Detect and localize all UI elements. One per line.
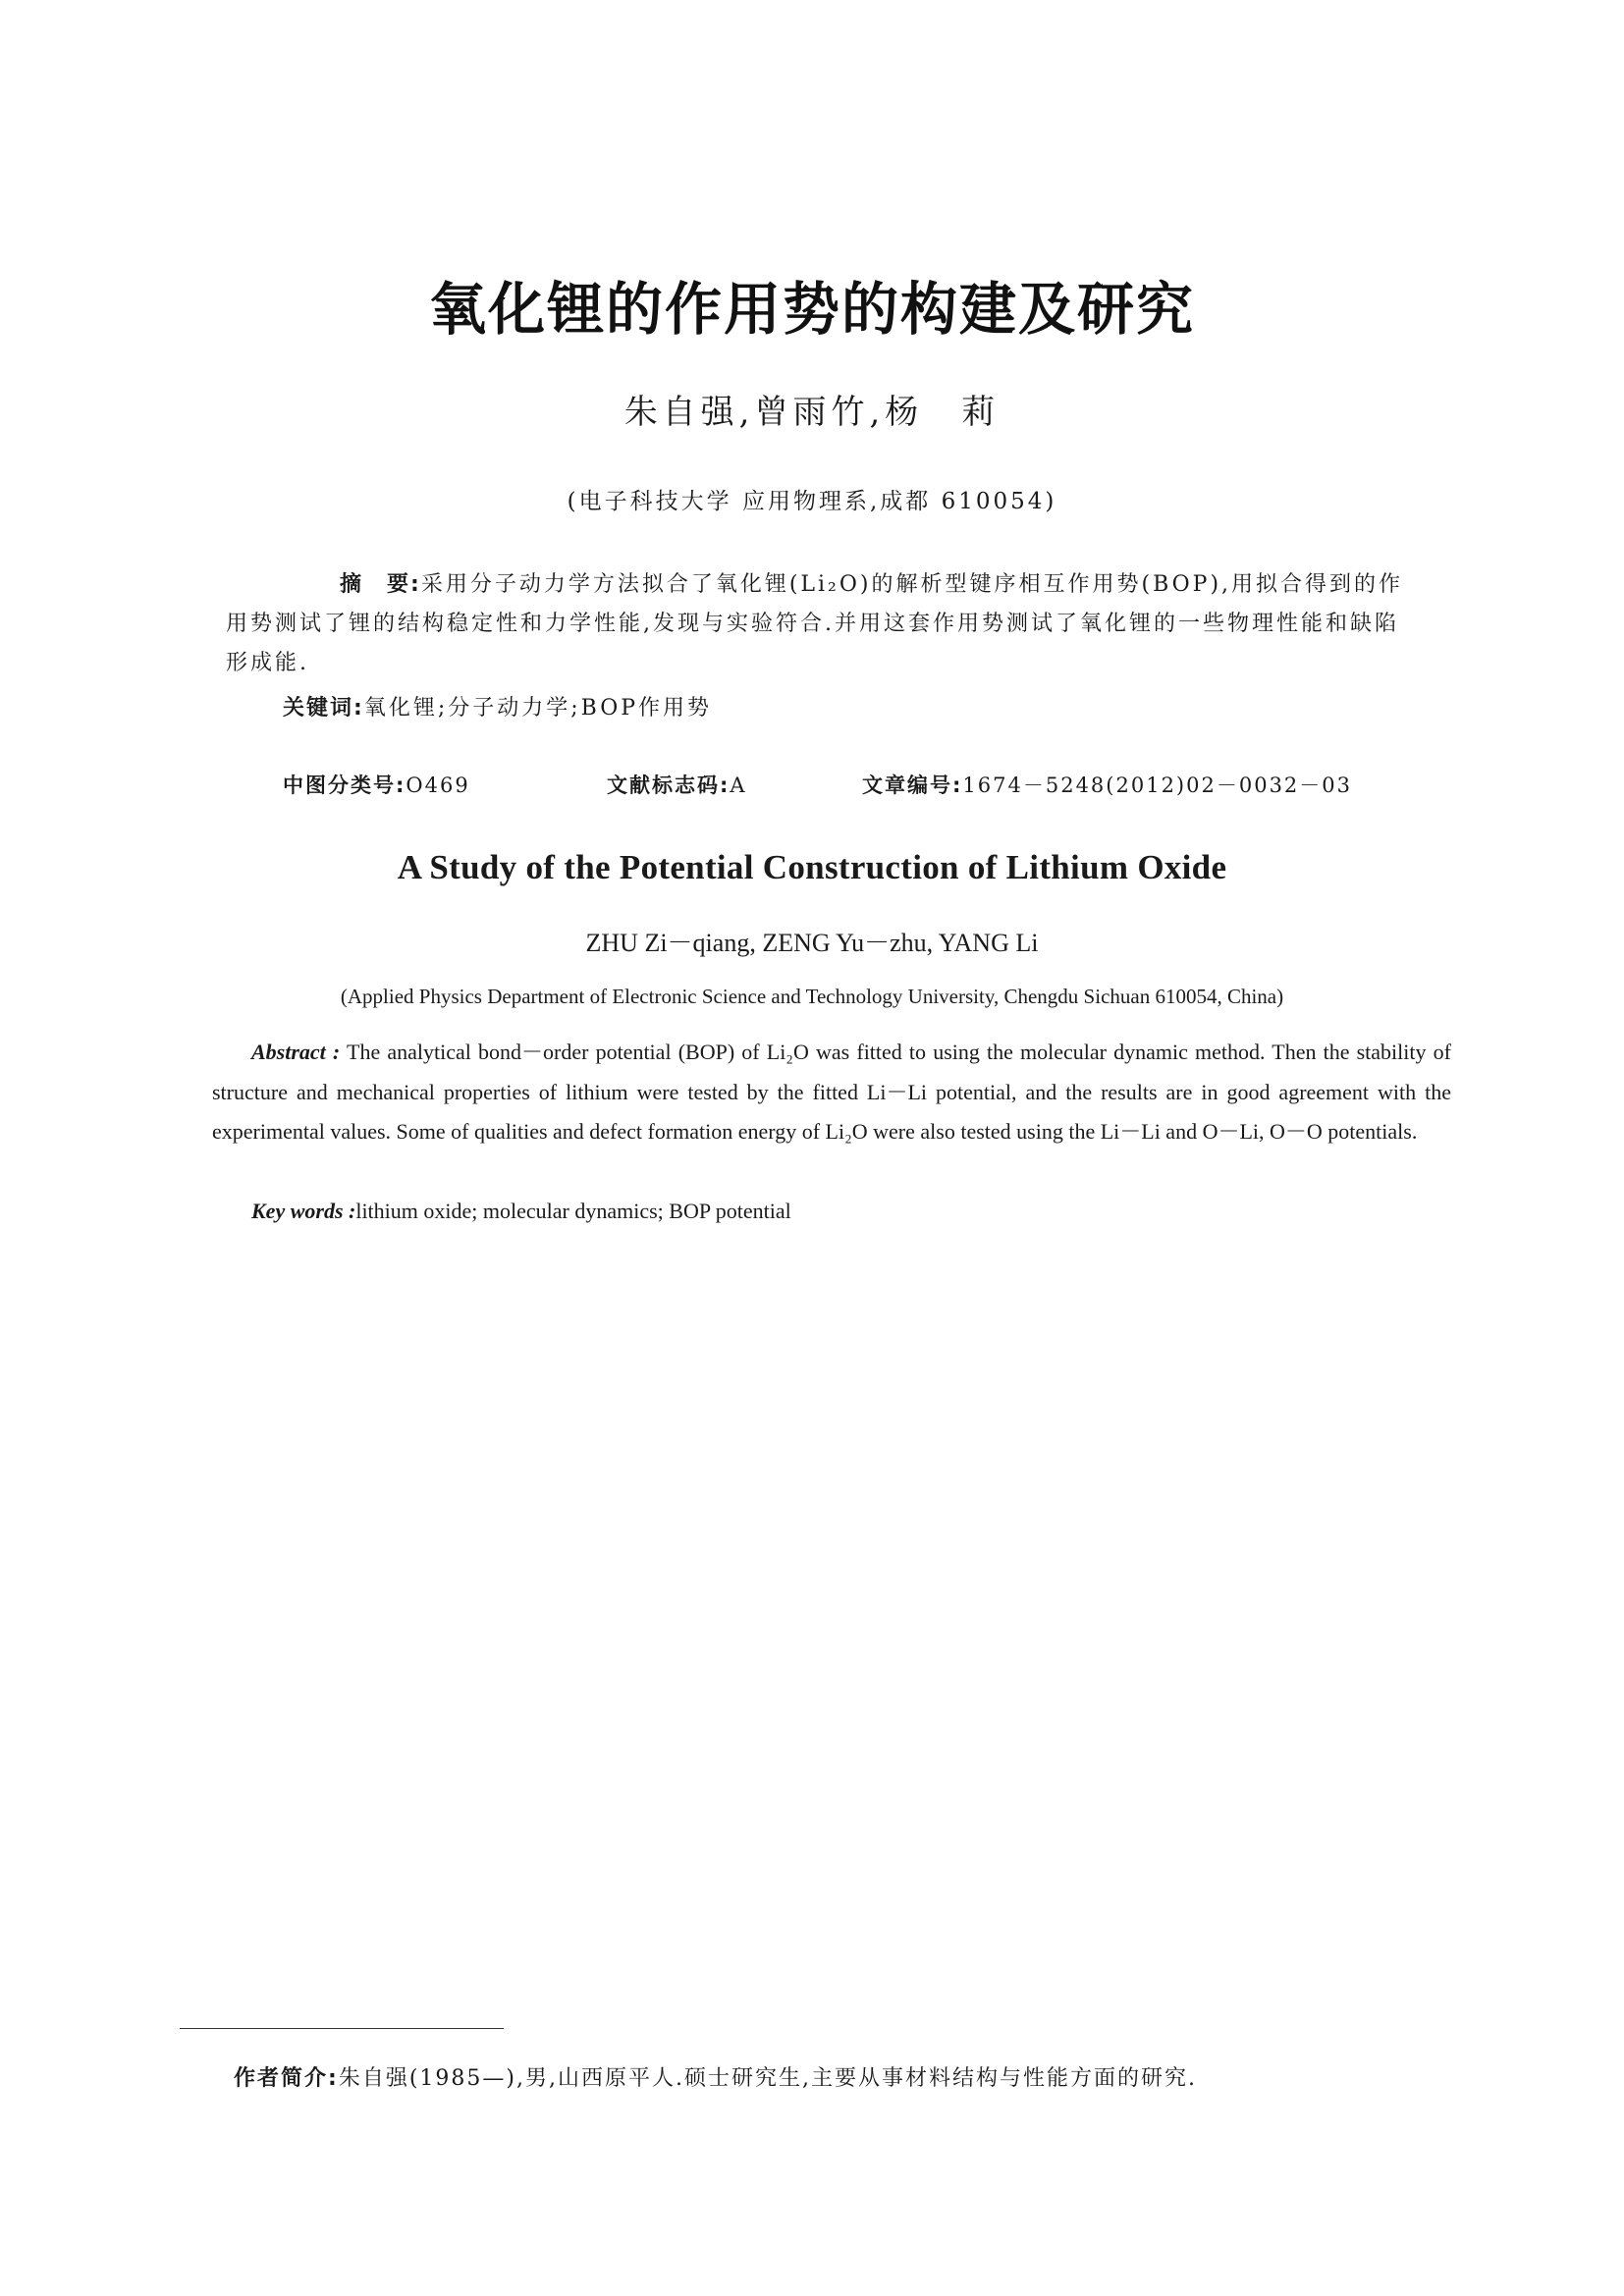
author-footnote xyxy=(234,2061,1461,2092)
chinese-abstract xyxy=(226,565,1404,683)
document-code-value: A xyxy=(730,774,747,797)
article-number-label: 文章编号: xyxy=(862,774,963,797)
footnote-label: 作者简介: xyxy=(234,2066,339,2091)
english-keywords xyxy=(212,1192,1451,1232)
english-abstract xyxy=(212,1033,1451,1152)
chinese-title: 氧化锂的作用势的构建及研究 xyxy=(428,276,1195,343)
article-number-value: 1674－5248(2012)02－0032－03 xyxy=(962,774,1353,797)
english-title: A Study of the Potential Construction of Lithium Oxide xyxy=(397,848,1227,886)
english-affiliation: (Applied Physics Department of Electronic Science and Technology University, Chengdu Sichuan 610054, China) xyxy=(340,985,1284,1008)
chinese-keywords-text: 氧化锂;分子动力学;BOP作用势 xyxy=(363,696,713,721)
clc-number xyxy=(283,770,470,799)
english-keywords-label: Key words : xyxy=(251,1199,356,1223)
chinese-keywords xyxy=(283,689,1402,728)
clc-label: 中图分类号: xyxy=(283,774,406,797)
english-authors: ZHU Zi－qiang, ZENG Yu－zhu, YANG Li xyxy=(585,929,1039,957)
footnote-text: 朱自强(1985—),男,山西原平人.硕士研究生,主要从事材料结构与性能方面的研究. xyxy=(338,2066,1197,2091)
chinese-authors: 朱自强,曾雨竹,杨 莉 xyxy=(623,393,1001,432)
english-keywords-text: lithium oxide; molecular dynamics; BOP potential xyxy=(355,1199,791,1223)
article-number xyxy=(862,770,1352,799)
classification-row xyxy=(283,770,1422,799)
footnote-divider xyxy=(180,2028,504,2029)
document-code-label: 文献标志码: xyxy=(607,774,731,797)
chinese-keywords-label: 关键词: xyxy=(283,696,364,721)
clc-value: O469 xyxy=(406,774,470,797)
english-abstract-label: Abstract : xyxy=(251,1040,341,1064)
chinese-affiliation: (电子科技大学 应用物理系,成都 610054) xyxy=(567,489,1057,514)
chinese-abstract-text: 采用分子动力学方法拟合了氧化锂(Li₂O)的解析型键序相互作用势(BOP),用拟合得到的作用势测试了锂的结构稳定性和力学性能,发现与实验符合.并用这套作用势测试了氧化锂的一些物理性能和缺陷形成能. xyxy=(226,572,1404,675)
english-abstract-text: The analytical bond－order potential (BOP) of Li₂O was fitted to using the molecular dynamic method. Then the stability of structure and mechanical properties of lithium were tested by the fitted Li－Li potential, and the results are in good agreement with the experimental values. Some of qualities and defect formation energy of Li₂O were also tested using the Li－Li and O－Li, O－O potentials. xyxy=(212,1040,1451,1144)
document-code xyxy=(607,770,747,799)
chinese-abstract-label: 摘 要: xyxy=(340,572,421,597)
